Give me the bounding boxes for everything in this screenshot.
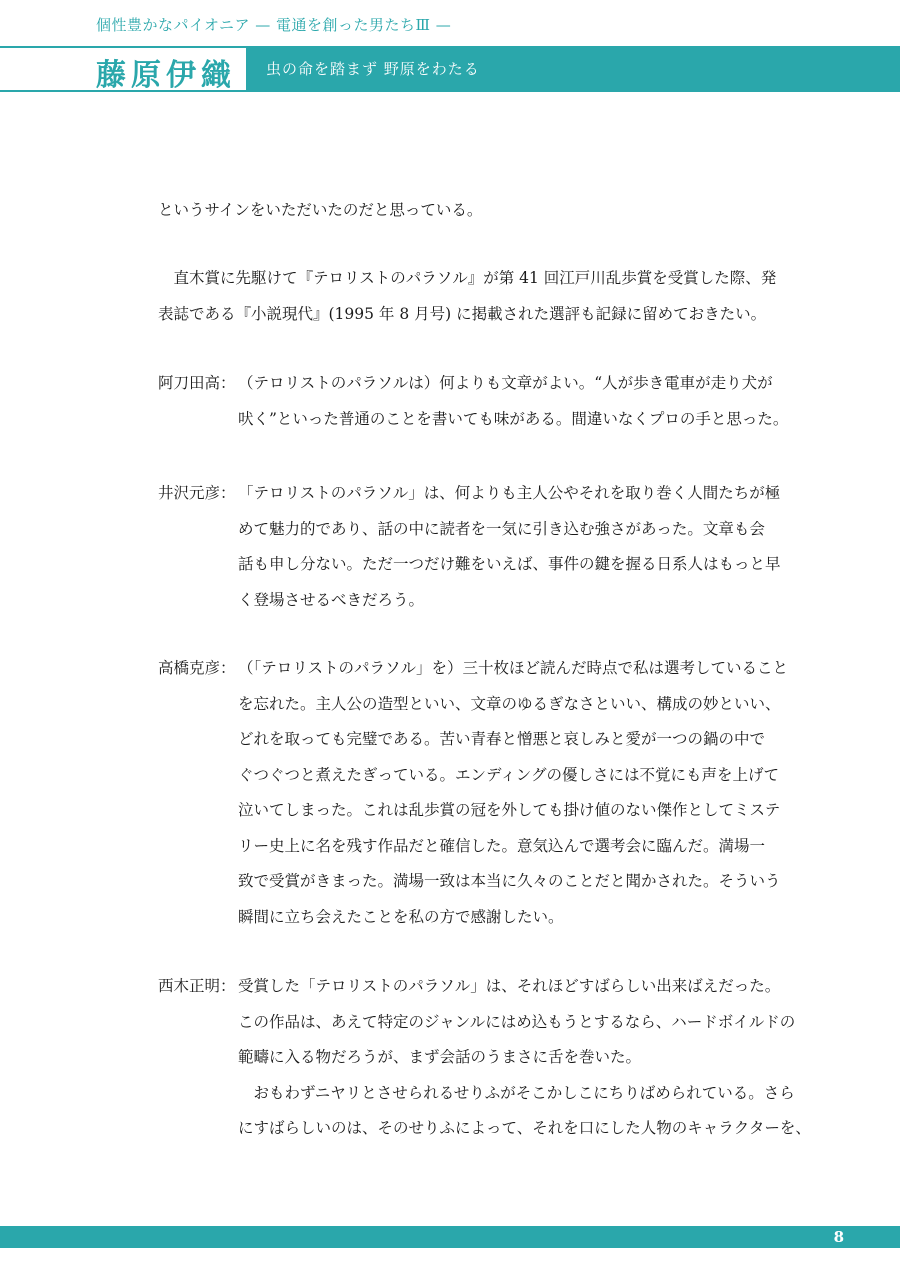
text-line: 吠く”といった普通のことを書いても味がある。間違いなくプロの手と思った。 xyxy=(238,409,789,428)
text-line: にすばらしいのは、そのせりふによって、それを口にした人物のキャラクターを、 xyxy=(238,1119,811,1137)
text-line: （「テロリストのパラソル」を）三十枚ほど読んだ時点で私は選考していること xyxy=(238,659,788,677)
intro-line xyxy=(158,193,784,229)
paragraph xyxy=(158,261,784,332)
text-line: 瞬間に立ち会えたことを私の方で感謝したい。 xyxy=(238,907,564,926)
chapter-subtitle: 虫の命を踏まず 野原をわたる xyxy=(266,60,480,78)
speaker-name: 阿刀田高： xyxy=(158,374,236,392)
text-line: 範疇に入る物だろうが、まず会話のうまさに舌を巻いた。 xyxy=(238,1048,642,1066)
text-line: この作品は、あえて特定のジャンルにはめ込もうとするなら、ハードボイルドの xyxy=(238,1012,796,1031)
text-line: 表誌である『小説現代』(1995 年 8 月号) に掲載された選評も記録に留めておきたい。 xyxy=(158,304,767,323)
series-title: 個性豊かなパイオニア — 電通を創った男たちⅢ — xyxy=(96,16,452,34)
text-line: というサインをいただいたのだと思っている。 xyxy=(158,201,483,219)
footer-band xyxy=(0,1226,900,1248)
text-line: 受賞した「テロリストのパラソル」は、それほどすばらしい出来ばえだった。 xyxy=(238,977,781,995)
comment-text xyxy=(238,366,789,437)
text-line: めて魅力的であり、話の中に読者を一気に引き込む強さがあった。文章も会 xyxy=(238,519,765,538)
text-line: く登場させるべきだろう。 xyxy=(238,590,425,609)
comment-text xyxy=(238,969,811,1147)
text-line: 話も申し分ない。ただ一つだけ難をいえば、事件の鍵を握る日系人はもっと早 xyxy=(238,555,781,573)
author-name: 藤原伊織 xyxy=(96,58,236,93)
text-line: どれを取っても完璧である。苦い青春と憎悪と哀しみと愛が一つの鍋の中で xyxy=(238,730,766,748)
comment-text xyxy=(238,476,784,618)
comment-text xyxy=(238,651,788,935)
text-line: 直木賞に先駆けて『テロリストのパラソル』が第 41 回江戸川乱歩賞を受賞した際、発 xyxy=(158,269,777,287)
text-line: （テロリストのパラソルは）何よりも文章がよい。“人が歩き電車が走り犬が xyxy=(238,374,773,392)
speaker-name: 西木正明： xyxy=(158,977,236,995)
text-line: 致で受賞がきまった。満場一致は本当に久々のことだと聞かされた。そういう xyxy=(238,872,781,890)
text-line: ぐつぐつと煮えたぎっている。エンディングの優しさには不覚にも声を上げて xyxy=(238,765,779,784)
text-line: 「テロリストのパラソル」は、何よりも主人公やそれを取り巻く人間たちが極 xyxy=(238,484,781,502)
text-line: おもわずニヤリとさせられるせりふがそこかしこにちりばめられている。さら xyxy=(238,1083,795,1102)
page-number: 8 xyxy=(833,1228,844,1246)
speaker-name: 高橋克彦： xyxy=(158,659,236,677)
text-line: リー史上に名を残す作品だと確信した。意気込んで選考会に臨んだ。満場一 xyxy=(238,836,766,855)
speaker-name: 井沢元彦： xyxy=(158,484,236,502)
text-line: を忘れた。主人公の造型といい、文章のゆるぎなさといい、構成の妙といい、 xyxy=(238,694,781,713)
text-line: 泣いてしまった。これは乱歩賞の冠を外しても掛け値のない傑作としてミステ xyxy=(238,801,781,819)
